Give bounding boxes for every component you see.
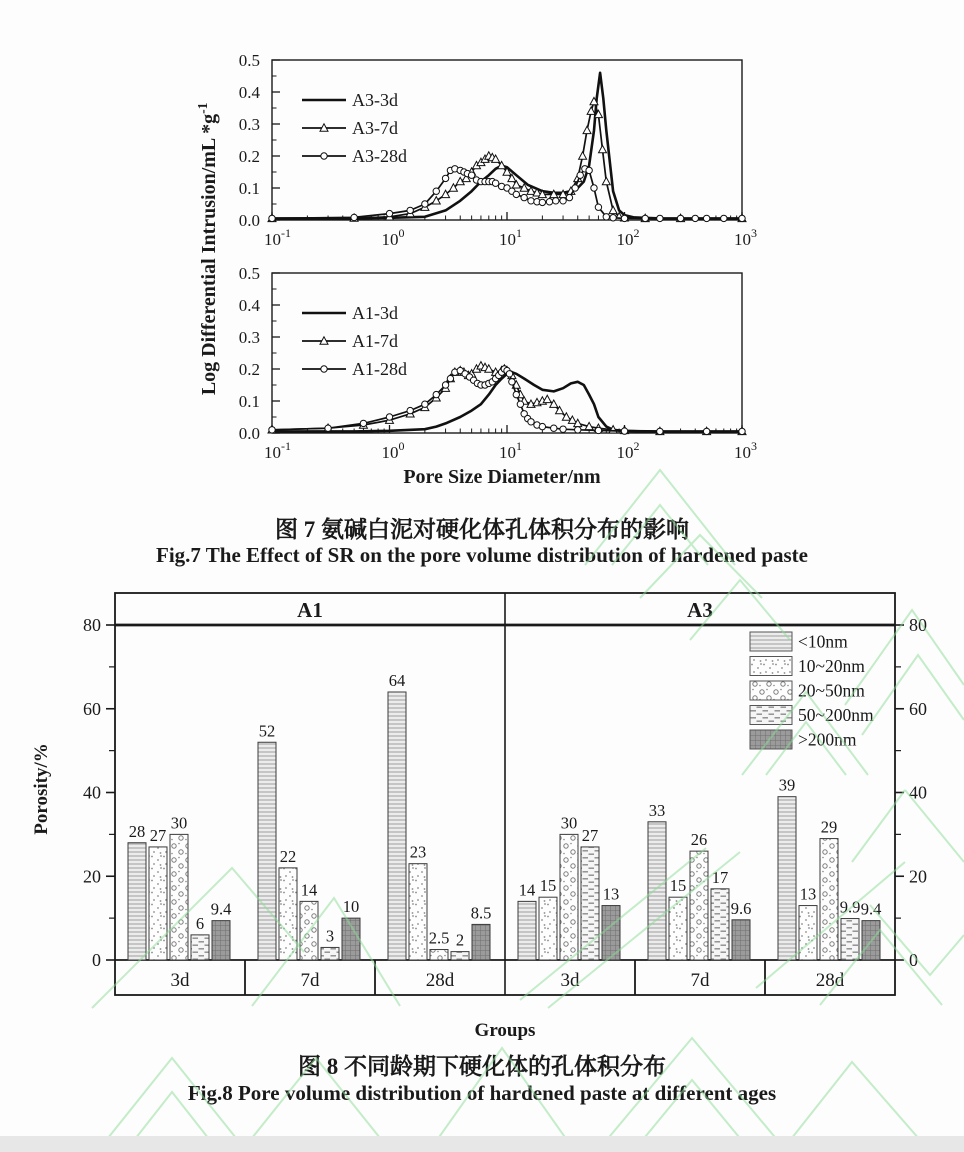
circle-marker <box>586 167 592 173</box>
y-tick-label: 0.3 <box>238 328 260 347</box>
category-label: 7d <box>690 970 710 991</box>
circle-marker <box>321 153 327 159</box>
circle-marker <box>492 180 498 186</box>
circle-marker <box>560 198 566 204</box>
bar-<10nm <box>778 797 796 960</box>
circle-marker <box>577 172 583 178</box>
series-A1-3d <box>272 372 742 431</box>
y-tick-label-right: 20 <box>909 866 927 887</box>
bar-value-label: 2.5 <box>428 928 450 948</box>
circle-marker <box>595 204 601 210</box>
bar-value-label: 6 <box>195 913 205 933</box>
legend-label: 10~20nm <box>798 656 865 676</box>
circle-marker <box>422 201 428 207</box>
y-tick-label-left: 0 <box>92 950 101 970</box>
bar-value-label: 9.4 <box>210 899 232 919</box>
fig7-caption-english: Fig.7 The Effect of SR on the pore volume distribution of hardened paste <box>156 543 808 567</box>
plot-frame <box>272 60 742 220</box>
y-tick-label: 0.2 <box>238 360 260 379</box>
circle-marker <box>528 419 534 425</box>
circle-marker <box>621 428 627 434</box>
fig7-x-axis-label: Pore Size Diameter/nm <box>403 466 601 488</box>
fig7-a3-line-chart <box>172 51 757 264</box>
circle-marker <box>642 215 648 221</box>
legend-swatch <box>750 632 792 651</box>
series-A1-28d <box>272 369 742 431</box>
bar-value-label: 17 <box>711 867 729 887</box>
circle-marker <box>360 420 366 426</box>
bar-value-label: 2 <box>455 930 465 950</box>
series-A3-28d <box>272 169 742 219</box>
circle-marker <box>442 382 448 388</box>
legend-swatch <box>750 730 792 749</box>
bar-value-label: 13 <box>799 884 817 904</box>
circle-marker <box>321 366 327 372</box>
bar-value-label: 22 <box>279 846 297 866</box>
bar-value-label: 27 <box>149 825 167 845</box>
bar-value-label: 27 <box>581 825 599 845</box>
triangle-marker <box>579 152 587 159</box>
bar->200nm <box>732 920 750 960</box>
circle-marker <box>269 427 275 433</box>
y-tick-label-left: 20 <box>83 866 101 887</box>
fig8-x-axis-label: Groups <box>474 1020 536 1041</box>
y-tick-label-right: 40 <box>909 782 927 803</box>
y-tick-label: 0.4 <box>238 296 260 315</box>
bar-value-label: 52 <box>258 721 276 741</box>
legend-label: A1-7d <box>352 331 398 351</box>
y-tick-label-right: 80 <box>909 615 927 635</box>
bar-20~50nm <box>690 851 708 960</box>
circle-marker <box>447 375 453 381</box>
y-tick-label-right: 60 <box>909 698 927 719</box>
bar-value-label: 8.5 <box>470 903 492 923</box>
plot-frame <box>272 273 742 433</box>
circle-marker <box>591 185 597 191</box>
legend-label: A1-28d <box>352 359 407 379</box>
bar-<10nm <box>388 692 406 960</box>
bar-10~20nm <box>669 897 687 960</box>
legend-swatch <box>750 681 792 700</box>
circle-marker <box>433 188 439 194</box>
bar-10~20nm <box>799 906 817 960</box>
bar-10~20nm <box>409 864 427 960</box>
bar->200nm <box>602 906 620 960</box>
bar-value-label: 26 <box>690 830 708 850</box>
bar-value-label: 30 <box>560 813 578 833</box>
circle-marker <box>422 401 428 407</box>
circle-marker <box>386 414 392 420</box>
bar-20~50nm <box>560 834 578 960</box>
y-tick-label: 0.2 <box>238 147 260 166</box>
legend-label: 50~200nm <box>798 705 874 725</box>
circle-marker <box>621 215 627 221</box>
y-tick-label-left: 80 <box>83 615 101 635</box>
bar-<10nm <box>128 843 146 960</box>
legend-swatch <box>750 657 792 676</box>
circle-marker <box>603 214 609 220</box>
fig7-y-axis-label-exponent: -1 <box>195 102 211 114</box>
circle-marker <box>692 215 698 221</box>
circle-marker <box>539 423 545 429</box>
circle-marker <box>407 407 413 413</box>
bar-value-label: 30 <box>170 813 188 833</box>
y-tick-label: 0.1 <box>238 392 260 411</box>
y-tick-label-right: 0 <box>909 950 918 970</box>
bar-value-label: 15 <box>669 876 687 896</box>
x-tick-label: $10^3$ <box>734 226 757 249</box>
x-tick-label: $10^1$ <box>499 439 522 462</box>
bar-20~50nm <box>170 834 188 960</box>
y-tick-label: 0.5 <box>238 51 260 70</box>
bar-10~20nm <box>149 847 167 960</box>
circle-marker <box>572 185 578 191</box>
circle-marker <box>575 427 581 433</box>
bar-20~50nm <box>300 901 318 960</box>
bar-50~200nm <box>451 952 469 960</box>
x-tick-label: $10^0$ <box>381 226 405 249</box>
circle-marker <box>739 428 745 434</box>
x-tick-label: $10^2$ <box>616 226 640 249</box>
bar-10~20nm <box>279 868 297 960</box>
bar-20~50nm <box>820 839 838 960</box>
bar-value-label: 28 <box>128 821 146 841</box>
y-tick-label-left: 60 <box>83 698 101 719</box>
triangle-marker <box>609 206 617 213</box>
bar-20~50nm <box>430 950 448 960</box>
bar-value-label: 23 <box>409 842 427 862</box>
bar->200nm <box>472 924 490 960</box>
bar-value-label: 29 <box>820 817 838 837</box>
y-tick-label: 0.1 <box>238 179 260 198</box>
circle-marker <box>442 175 448 181</box>
bar->200nm <box>862 921 880 960</box>
x-tick-label: $10^3$ <box>734 439 757 462</box>
bar-value-label: 3 <box>325 926 335 946</box>
circle-marker <box>677 215 683 221</box>
legend-label: <10nm <box>798 631 848 652</box>
circle-marker <box>566 194 572 200</box>
circle-marker <box>351 214 357 220</box>
fig8-caption-english: Fig.8 Pore volume distribution of hardened paste at different ages <box>187 1081 777 1105</box>
fig8-bar-chart <box>30 590 935 1010</box>
triangle-marker <box>583 126 591 133</box>
series-A3-3d <box>272 73 742 219</box>
y-tick-label: 0.0 <box>238 424 260 443</box>
category-label: 28d <box>815 970 845 991</box>
fig7-caption-chinese: 图 7 氨碱白泥对硬化体孔体积分布的影响 <box>275 517 689 542</box>
circle-marker <box>269 215 275 221</box>
x-tick-label: $10^{-1}$ <box>264 439 291 462</box>
legend-label: A3-7d <box>352 118 398 138</box>
legend-label: >200nm <box>798 729 857 750</box>
panel-header-a3: A3 <box>687 598 713 622</box>
circle-marker <box>407 207 413 213</box>
circle-marker <box>560 426 566 432</box>
legend-label: A1-3d <box>352 303 398 323</box>
series-A3-7d <box>272 102 742 219</box>
y-tick-label: 0.4 <box>238 83 260 102</box>
fig8-y-axis-label: Porosity/% <box>31 743 52 835</box>
triangle-marker <box>587 107 595 114</box>
circle-marker <box>539 199 545 205</box>
bar-10~20nm <box>539 897 557 960</box>
circle-marker <box>386 210 392 216</box>
bar-value-label: 39 <box>778 775 796 795</box>
bar->200nm <box>212 921 230 960</box>
category-label: 3d <box>170 970 190 991</box>
fig7-a1-line-chart <box>172 264 757 477</box>
fig8-caption-chinese: 图 8 不同龄期下硬化体的孔体积分布 <box>298 1054 666 1079</box>
category-label: 7d <box>300 970 320 991</box>
triangle-marker <box>599 145 607 152</box>
bar-value-label: 33 <box>648 800 666 820</box>
bar-<10nm <box>518 901 536 960</box>
bar-50~200nm <box>321 947 339 960</box>
x-tick-label: $10^2$ <box>616 439 640 462</box>
bar-50~200nm <box>581 847 599 960</box>
x-tick-label: $10^{-1}$ <box>264 226 291 249</box>
bar-value-label: 64 <box>388 671 406 690</box>
circle-marker <box>546 199 552 205</box>
bar-value-label: 10 <box>342 897 360 917</box>
legend-label: A3-3d <box>352 90 398 110</box>
circle-marker <box>513 391 519 397</box>
circle-marker <box>521 194 527 200</box>
bar-value-label: 14 <box>300 880 318 900</box>
legend-label: A3-28d <box>352 146 407 166</box>
category-label: 28d <box>425 970 455 991</box>
circle-marker <box>528 198 534 204</box>
circle-marker <box>610 215 616 221</box>
bar-value-label: 9.9 <box>839 897 861 917</box>
page-bottom-edge <box>0 1136 964 1152</box>
bar-value-label: 9.4 <box>860 899 882 919</box>
circle-marker <box>325 425 331 431</box>
triangle-marker <box>543 395 551 402</box>
bar-50~200nm <box>841 919 859 960</box>
circle-marker <box>517 401 523 407</box>
bar-value-label: 14 <box>518 880 536 900</box>
legend-label: 20~50nm <box>798 680 865 701</box>
panel-header-a1: A1 <box>297 598 323 622</box>
x-tick-label: $10^1$ <box>499 226 522 249</box>
circle-marker <box>433 391 439 397</box>
circle-marker <box>595 427 601 433</box>
bar-<10nm <box>648 822 666 960</box>
bar-value-label: 9.6 <box>730 898 752 918</box>
legend-swatch <box>750 706 792 725</box>
circle-marker <box>657 428 663 434</box>
circle-marker <box>506 371 512 377</box>
circle-marker <box>703 215 709 221</box>
bar-value-label: 13 <box>602 884 620 904</box>
category-label: 3d <box>560 970 580 991</box>
circle-marker <box>553 198 559 204</box>
triangle-marker <box>602 177 610 184</box>
y-tick-label: 0.5 <box>238 264 260 283</box>
circle-marker <box>739 215 745 221</box>
bar->200nm <box>342 918 360 960</box>
circle-marker <box>551 425 557 431</box>
bar-50~200nm <box>711 889 729 960</box>
fig7-y-axis-label-text: Log Differential Intrusion/mL *g <box>197 113 220 396</box>
circle-marker <box>657 215 663 221</box>
triangle-marker <box>432 197 440 204</box>
x-tick-label: $10^0$ <box>381 439 405 462</box>
circle-marker <box>721 215 727 221</box>
bar-50~200nm <box>191 935 209 960</box>
circle-marker <box>509 379 515 385</box>
bar-<10nm <box>258 742 276 960</box>
circle-marker <box>513 191 519 197</box>
y-tick-label: 0.3 <box>238 115 260 134</box>
y-tick-label-left: 40 <box>83 782 101 803</box>
bar-value-label: 15 <box>539 876 557 896</box>
y-tick-label: 0.0 <box>238 211 260 230</box>
circle-marker <box>703 428 709 434</box>
